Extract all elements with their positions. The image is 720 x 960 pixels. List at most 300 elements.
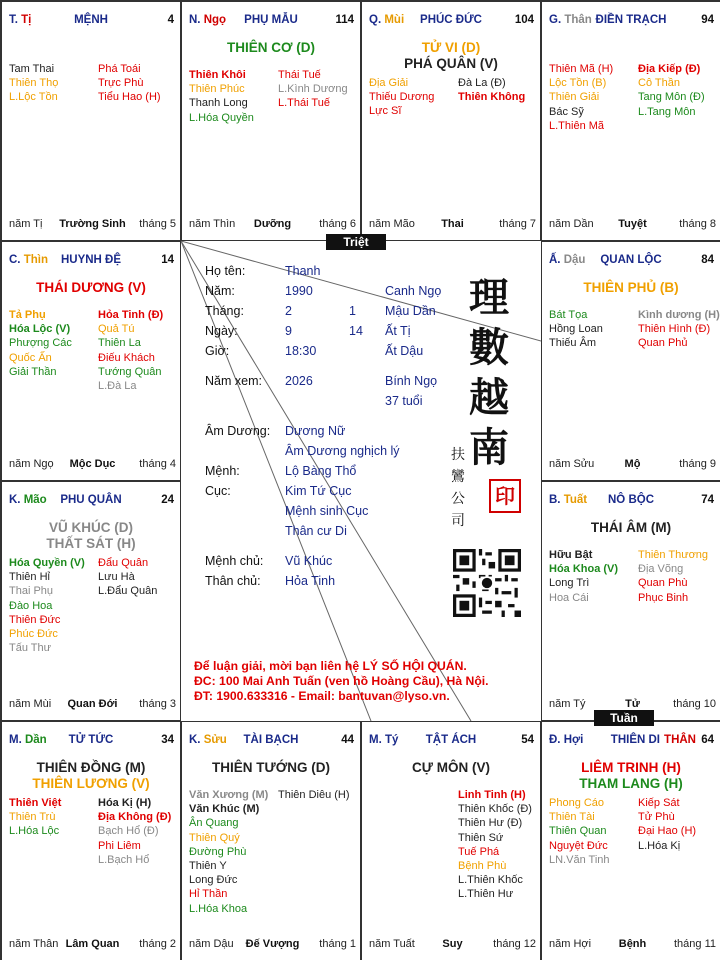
calligraphy-char-2: 數 [469,324,509,371]
palace-footer [549,458,716,472]
palace-cell-dan [1,721,181,960]
stars-left-column [9,308,97,379]
palace-header [2,14,180,30]
palace-header [542,494,720,510]
value-menh: Lộ Bàng Thổ [285,464,357,478]
minor-star: L.Lộc Tồn [9,91,58,104]
value-thang-can-chi: Mậu Dần [385,304,436,318]
palace-footer [9,938,176,952]
palace-cell-mao [1,481,181,721]
stars-right-column [98,62,181,105]
main-star: THÁI ÂM (M) [590,520,672,535]
stars-right-column [278,68,361,111]
minor-star: Thiên Thương [638,549,709,561]
minor-star: Long Trì [549,577,590,590]
minor-star: Thiên Đức [9,613,61,626]
tieu-han-year: năm Mùi [9,698,52,710]
minor-star: Tử Phù [638,811,675,824]
palace-cell-mui [361,1,541,241]
minor-star: Bác Sỹ [549,105,584,118]
minor-star: L.Đà La [98,380,137,393]
stars-left-column [189,68,277,125]
minor-star: Thiếu Dương [369,91,435,104]
minor-star: L.Hóa Kị [638,839,681,852]
minor-star: Quan Phù [638,577,688,590]
stars-left-column [549,308,637,351]
contact-line-3: ĐT: 1900.633316 - Email: bantuvan@lyso.vn. [194,689,450,703]
minor-star: Hóa Lộc (V) [9,323,71,336]
palace-name: ĐIỀN TRẠCH [595,14,667,26]
minor-star: L.Thiên Mã [549,119,605,132]
minor-star: Thai Phụ [9,585,54,598]
palace-chi: Mùi [384,14,405,26]
minor-star: Cô Thần [638,77,680,90]
palace-header [182,734,360,750]
minor-star: Thiên Phúc [189,83,245,96]
minor-star: Thiên Khôi [189,69,246,81]
minor-star: Tả Phụ [9,309,46,321]
minor-star: Phục Binh [638,591,689,604]
minor-star: Thiên Y [189,860,227,873]
palace-can: C. [9,254,21,266]
minor-star: Thiên Thọ [9,77,59,90]
palace-chi: Tuất [563,494,588,506]
minor-star: Địa Giải [369,77,409,89]
side-char-1: 扶 [451,447,465,463]
palace-header [542,14,720,30]
tieu-han-year: năm Mão [369,218,415,230]
minor-star: Tuế Phá [458,845,500,858]
palace-can: M. [369,734,382,746]
label-than-chu: Thân chủ: [205,574,261,588]
palace-name: PHÚC ĐỨC [420,14,482,26]
minor-star: Linh Tinh (H) [458,789,526,801]
main-star: THIÊN PHỦ (B) [583,280,679,295]
palace-cell-dau [541,241,720,481]
minor-star: L.Tang Môn [638,105,696,118]
nguyet-han-month: tháng 3 [139,698,176,710]
minor-star: Phượng Các [9,337,72,350]
minor-star: Địa Không (Đ) [98,811,172,824]
minor-star: Hữu Bật [549,549,593,561]
main-stars [542,280,720,296]
palace-footer [369,938,536,952]
minor-star: Trực Phù [98,77,144,90]
value-thang-am: 1 [349,304,356,318]
stars-right-column [638,796,720,853]
minor-star: Quả Tú [98,323,135,336]
palace-can: Đ. [549,734,561,746]
nguyet-han-month: tháng 1 [319,938,356,950]
minor-star: Địa Võng [638,563,684,576]
minor-star: L.Kình Dương [278,83,348,96]
minor-star: L.Bạch Hổ [98,853,150,866]
stars-right-column [638,62,720,119]
stars-left-column [369,76,457,119]
minor-star: Thiên Mã (H) [549,63,614,75]
palace-dai-han-number: 54 [521,734,534,746]
label-cuc: Cục: [205,484,231,498]
label-am-duong: Âm Dương: [205,424,271,438]
palace-name: PHỤ MẪU [244,14,298,26]
main-star: CỰ MÔN (V) [412,760,490,775]
minor-star: Văn Xương (M) [189,789,269,801]
palace-footer [9,458,176,472]
minor-star: Thiên Khốc (Đ) [458,803,532,816]
palace-name: NÔ BỘC [608,494,654,506]
main-stars [2,280,180,296]
minor-star: Thiếu Âm [549,337,597,350]
palace-chi: Dậu [563,254,586,266]
minor-star: Phá Toái [98,63,141,75]
palace-header [2,254,180,270]
minor-star: Tiểu Hao (H) [98,91,161,104]
main-stars [2,760,180,792]
value-nam-xem-can-chi: Bính Ngọ [385,374,438,388]
value-gio-can-chi: Ất Dậu [385,344,424,358]
red-seal-stamp: 印 [489,479,521,513]
minor-star: Điếu Khách [98,351,155,364]
minor-star: Thiên Hình (Đ) [638,323,711,336]
minor-star: Thiên Việt [9,797,62,809]
label-nam-xem: Năm xem: [205,374,262,388]
palace-cell-suu [181,721,361,960]
value-am-duong-ly: Âm Dương nghịch lý [285,444,400,458]
minor-star: Thái Tuế [278,69,321,81]
minor-star: Lưu Hà [98,571,135,584]
palace-name: TẬT ÁCH [425,734,477,746]
palace-dai-han-number: 24 [161,494,174,506]
value-ngay-can-chi: Ất Tị [385,324,411,338]
minor-star: Quan Phủ [638,337,688,350]
palace-header [542,734,720,750]
minor-star: L.Thiên Khốc [458,874,523,887]
palace-can: K. [9,494,21,506]
main-stars [2,520,180,552]
truong-sinh-stage: Tử [625,698,640,710]
nguyet-han-month: tháng 4 [139,458,176,470]
minor-star: Đào Hoa [9,599,53,612]
minor-star: Hỉ Thần [189,888,228,901]
side-char-4: 司 [451,513,465,529]
main-star: THIÊN CƠ (D) [226,40,315,55]
stars-right-column [98,796,181,867]
tieu-han-year: năm Hợi [549,938,592,950]
palace-chi: Thân [564,14,592,26]
palace-cell-ti [1,1,181,241]
minor-star: Hóa Khoa (V) [549,563,619,576]
palace-name: PHU QUÂN [60,494,122,506]
minor-star: Hồng Loan [549,323,603,336]
palace-footer [9,698,176,712]
nguyet-han-month: tháng 9 [679,458,716,470]
palace-can: Ấ. [549,254,561,266]
palace-chi: Ngọ [203,14,227,26]
stars-left-column [9,796,97,839]
main-star: THẤT SÁT (H) [46,536,136,551]
palace-footer [549,218,716,232]
label-gio: Giờ: [205,344,230,358]
tieu-han-year: năm Sửu [549,458,595,470]
minor-star: Thiên Quý [189,831,240,844]
stars-right-column [638,548,720,605]
stars-right-column [458,76,541,104]
minor-star: Thiên Sứ [458,831,504,844]
minor-star: Hóa Kị (H) [98,797,152,809]
value-than-chu: Hỏa Tinh [285,574,336,588]
minor-star: Thiên Hư (Đ) [458,817,523,830]
main-stars [542,760,720,792]
minor-star: Văn Khúc (M) [189,803,260,816]
minor-star: Thiên Trù [9,811,56,824]
calligraphy-char-1: 理 [469,274,509,321]
palace-can: M. [9,734,22,746]
tieu-han-year: năm Thìn [189,218,236,230]
nguyet-han-month: tháng 10 [673,698,716,710]
nguyet-han-month: tháng 6 [319,218,356,230]
value-ngay-duong: 9 [285,324,292,338]
palace-can: T. [9,14,18,26]
minor-star: Bát Tọa [549,309,588,321]
palace-dai-han-number: 114 [335,14,354,26]
value-than-cu: Thân cư Di [285,524,347,538]
palace-cell-thin [1,241,181,481]
value-nam-can-chi: Canh Ngọ [385,284,442,298]
minor-star: Giải Thần [9,365,57,378]
truong-sinh-stage: Dưỡng [253,218,292,230]
palace-name: QUAN LỘC [600,254,662,266]
palace-header [182,14,360,30]
palace-name: MỆNH [74,14,108,26]
contact-block [194,659,489,704]
palace-can: B. [549,494,561,506]
palace-than-marker: THÂN [664,734,696,746]
palace-footer [549,938,716,952]
value-am-duong: Dương Nữ [285,424,346,438]
palace-header [2,734,180,750]
main-star: LIÊM TRINH (H) [581,760,681,775]
main-star: VŨ KHÚC (D) [49,520,133,535]
palace-dai-han-number: 94 [701,14,714,26]
tieu-han-year: năm Tuất [369,938,415,950]
label-ngay: Ngày: [205,324,238,338]
tieu-han-year: năm Dậu [189,938,234,950]
truong-sinh-stage: Thai [441,218,464,230]
value-menh-sinh-cuc: Mệnh sinh Cục [285,504,369,518]
tieu-han-year: năm Tị [9,218,43,230]
stars-left-column [189,788,277,916]
truong-sinh-stage: Lâm Quan [65,938,120,950]
minor-star: L.Hóa Khoa [189,902,248,915]
minor-star: Thiên Hỉ [9,571,50,584]
minor-star: Đại Hao (H) [638,825,697,838]
value-gio: 18:30 [285,344,317,358]
center-info-panel [181,241,541,721]
stars-right-column [638,308,720,351]
minor-star: Đường Phù [189,845,247,858]
stars-left-column [549,62,637,133]
palace-chi: Tý [384,734,399,746]
minor-star: Tang Môn (Đ) [638,91,705,104]
nguyet-han-month: tháng 2 [139,938,176,950]
minor-star: Phúc Đức [9,628,58,641]
side-char-2: 鸞 [451,469,465,485]
stars-left-column [9,62,97,105]
minor-star: Tấu Thư [9,642,52,655]
minor-star: Phong Cáo [549,797,605,809]
side-char-3: 公 [451,491,465,507]
palace-name: TÀI BẠCH [243,734,299,746]
palace-header [362,14,540,30]
tieu-han-year: năm Dần [549,218,594,230]
truong-sinh-stage: Quan Đới [67,698,118,710]
value-ho-ten: Thanh [285,264,321,278]
value-cuc: Kim Tứ Cục [285,484,352,498]
nguyet-han-month: tháng 8 [679,218,716,230]
palace-name: TỬ TỨC [68,734,114,746]
tieu-han-year: năm Thân [9,938,59,950]
truong-sinh-stage: Mộc Dục [69,458,116,470]
palace-can: G. [549,14,562,26]
nguyet-han-month: tháng 7 [499,218,536,230]
palace-cell-than-top [541,1,720,241]
qr-code-icon [453,549,521,617]
truong-sinh-stage: Đế Vượng [245,938,300,950]
minor-star: Đẩu Quân [98,557,149,569]
value-thang-duong: 2 [285,304,292,318]
label-ho-ten: Họ tên: [205,264,246,278]
minor-star: Phi Liêm [98,839,141,852]
palace-name: HUYNH ĐỆ [60,254,122,266]
palace-dai-han-number: 74 [701,494,714,506]
main-star: THAM LANG (H) [579,776,683,791]
minor-star: Bạch Hổ (Đ) [98,825,159,838]
contact-line-1: Để luận giải, mời bạn liên hệ LÝ SỐ HỘI QUÁN. [194,659,467,673]
label-menh: Mệnh: [205,464,240,478]
palace-cell-ty [361,721,541,960]
calligraphy-char-4: 南 [469,424,509,471]
tieu-han-year: năm Tý [549,698,586,710]
palace-can: K. [189,734,201,746]
stars-right-column [278,788,361,802]
truong-sinh-stage: Suy [442,938,463,950]
palace-chi: Mão [23,494,47,506]
minor-star: Hỏa Tinh (Đ) [98,309,164,321]
minor-star: Thiên La [98,337,141,350]
minor-star: L.Hóa Lộc [9,825,60,838]
palace-chi: Thìn [23,254,48,266]
main-star: THIÊN LƯƠNG (V) [32,776,150,791]
stars-right-column [98,556,181,599]
palace-chi: Dần [24,734,47,746]
minor-star: Thiên Tài [549,811,595,824]
minor-star: Bệnh Phù [458,860,507,873]
palace-footer [189,938,356,952]
stars-left-column [549,796,637,867]
main-star: THIÊN ĐỒNG (M) [36,760,146,775]
minor-star: Thiên Quan [549,825,607,838]
palace-dai-han-number: 104 [514,14,534,26]
truong-sinh-stage: Tuyệt [618,218,647,230]
value-nam: 1990 [285,284,313,298]
calligraphy-char-3: 越 [469,374,509,421]
palace-chi: Tị [21,14,32,26]
minor-star: L.Thiên Hư [458,888,514,901]
palace-cell-hoi [541,721,720,960]
truong-sinh-stage: Trường Sinh [59,218,126,230]
minor-star: Địa Kiếp (Đ) [638,63,701,75]
triet-tag: Triệt [326,234,386,250]
minor-star: Tướng Quân [98,365,162,378]
stars-right-column [458,788,541,902]
minor-star: L.Thái Tuế [278,97,330,110]
minor-star: Quốc Ấn [9,351,52,364]
contact-line-2: ĐC: 100 Mai Anh Tuấn (ven hồ Hoàng Cầu), Hà Nội. [194,674,489,688]
minor-star: Thiên Không [458,91,526,104]
minor-star: Kiếp Sát [638,797,680,809]
palace-dai-han-number: 34 [161,734,174,746]
truong-sinh-stage: Mộ [624,458,641,470]
minor-star: Thiên Giải [549,91,600,104]
main-star: THIÊN TƯỚNG (D) [212,760,330,775]
stars-left-column [549,548,637,605]
palace-dai-han-number: 64 [701,734,714,746]
palace-dai-han-number: 84 [701,254,714,266]
minor-star: LN.Văn Tinh [549,853,610,866]
palace-cell-tuat [541,481,720,721]
minor-star: Thanh Long [189,97,248,110]
minor-star: Tam Thai [9,63,55,75]
palace-header [362,734,540,750]
minor-star: Hóa Quyền (V) [9,557,85,569]
main-stars [182,760,360,776]
stars-left-column [9,556,97,655]
stars-right-column [98,308,181,393]
nguyet-han-month: tháng 11 [673,938,716,950]
palace-header [2,494,180,510]
palace-name: THIÊN DI [610,734,660,746]
nguyet-han-month: tháng 12 [493,938,536,950]
palace-chi: Hợi [563,734,584,746]
main-star: THÁI DƯƠNG (V) [36,280,146,295]
value-menh-chu: Vũ Khúc [285,554,333,568]
minor-star: Hoa Cái [549,591,589,604]
palace-footer [189,218,356,232]
tuan-tag: Tuần [594,710,654,726]
minor-star: Đà La (Đ) [458,77,506,89]
label-thang: Tháng: [205,304,244,318]
value-ngay-am: 14 [349,324,363,338]
minor-star: Long Đức [189,874,238,887]
value-tuoi: 37 tuổi [385,394,423,408]
minor-star: Thiên Diêu (H) [278,789,350,801]
main-star: PHÁ QUÂN (V) [404,56,498,71]
palace-header [542,254,720,270]
palace-can: Q. [369,14,382,26]
value-nam-xem: 2026 [285,374,313,388]
main-stars [362,760,540,776]
main-stars [182,40,360,56]
palace-dai-han-number: 14 [161,254,174,266]
palace-can: N. [189,14,201,26]
palace-dai-han-number: 44 [341,734,354,746]
truong-sinh-stage: Bệnh [618,938,647,950]
nguyet-han-month: tháng 5 [139,218,176,230]
minor-star: L.Đẩu Quân [98,585,158,598]
main-star: TỬ VI (D) [421,40,481,55]
main-stars [362,40,540,72]
main-stars [542,520,720,536]
